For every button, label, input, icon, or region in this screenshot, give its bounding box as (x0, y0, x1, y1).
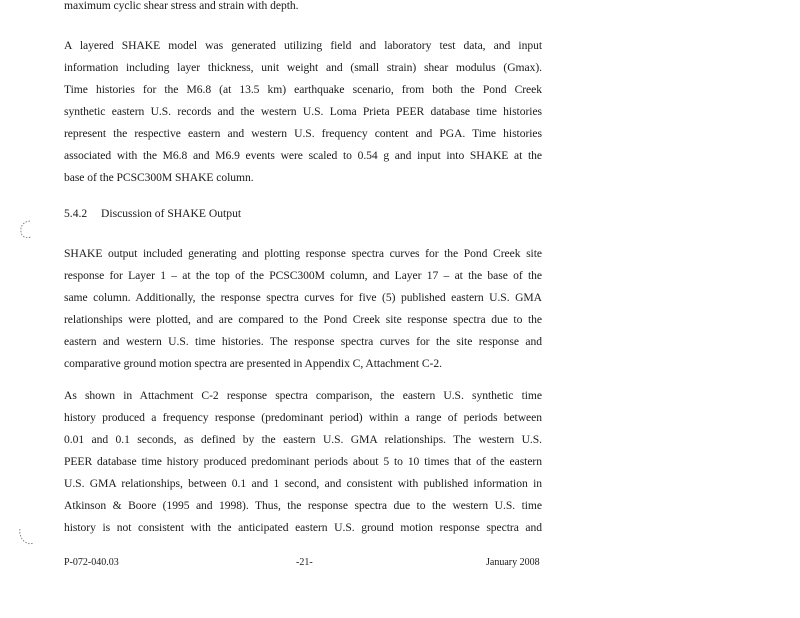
footer-date: January 2008 (486, 557, 540, 568)
text-line: As shown in Attachment C-2 response spectra comparison, the eastern U.S. synthetic time (64, 389, 542, 402)
text-line: PEER database time history produced predominant periods about 5 to 10 times that of the eastern (64, 455, 542, 468)
text-line: eastern and western U.S. time histories. The response spectra curves for the site response and (64, 335, 542, 348)
section-number: 5.4.2 (64, 207, 88, 220)
text-line: comparative ground motion spectra are presented in Appendix C, Attachment C-2. (64, 357, 442, 370)
text-line: response for Layer 1 – at the top of the PCSC300M column, and Layer 17 – at the base of the (64, 269, 542, 282)
section-title: Discussion of SHAKE Output (101, 207, 242, 220)
text-line: SHAKE output included generating and plotting response spectra curves for the Pond Creek site (64, 247, 542, 260)
hole-punch-mark (14, 218, 36, 240)
top-fragment (64, 0, 542, 17)
text-line: associated with the M6.8 and M6.9 events were scaled to 0.54 g and input into SHAKE at the (64, 149, 542, 162)
paragraph-shake-output (64, 243, 542, 375)
hole-punch-mark (14, 526, 36, 548)
text-line: 0.01 and 0.1 seconds, as defined by the eastern U.S. GMA relationships. The western U.S. (64, 433, 542, 446)
text-line: represent the respective eastern and western U.S. frequency content and PGA. Time histories (64, 127, 542, 140)
section-heading (64, 205, 241, 223)
text-line: Time histories for the M6.8 (at 13.5 km) earthquake scenario, from both the Pond Creek (64, 83, 542, 96)
text-line: information including layer thickness, unit weight and (small strain) shear modulus (Gmax). (64, 61, 542, 74)
text-line: maximum cyclic shear stress and strain with depth. (64, 0, 299, 12)
paragraph-shake-model (64, 35, 542, 189)
text-line: synthetic eastern U.S. records and the western U.S. Loma Prieta PEER database time histories (64, 105, 542, 118)
footer-document-number: P-072-040.03 (64, 557, 119, 568)
text-line: A layered SHAKE model was generated utilizing field and laboratory test data, and input (64, 39, 542, 52)
text-line: same column. Additionally, the response spectra curves for five (5) published eastern U.S. GMA (64, 291, 542, 304)
footer-page-number: -21- (296, 557, 313, 568)
text-line: U.S. GMA relationships, between 0.1 and 1 second, and consistent with published information in (64, 477, 542, 490)
text-line: Atkinson & Boore (1995 and 1998). Thus, the response spectra due to the western U.S. time (64, 499, 542, 512)
text-line: history is not consistent with the anticipated eastern U.S. ground motion response spectra and (64, 521, 542, 534)
text-line: history produced a frequency response (predominant period) within a range of periods between (64, 411, 542, 424)
paragraph-spectra-comparison (64, 385, 542, 539)
text-line: relationships were plotted, and are compared to the Pond Creek site response spectra due to the (64, 313, 542, 326)
text-line: base of the PCSC300M SHAKE column. (64, 171, 254, 184)
